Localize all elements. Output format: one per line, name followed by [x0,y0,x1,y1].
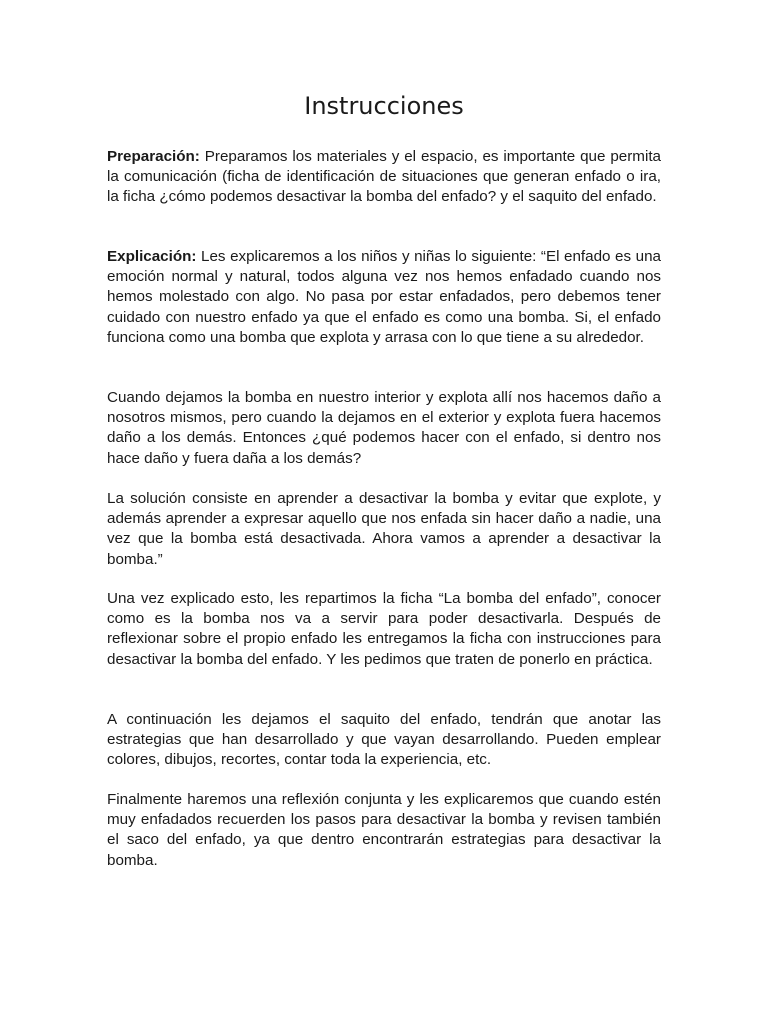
paragraph-text: Les explicaremos a los niños y niñas lo siguiente: “El enfado es una emoción normal y natural, todos alguna vez nos hemos enfadado cuando nos hemos molestado con algo. No pasa por estar enfadados, pero debemos tener cuidado con nuestro enfado ya que el enfado es como una bomba. Si, el enfado funciona como una bomba que explota y arrasa con lo que tiene a su alrededor. [107,248,661,346]
paragraph-preparacion [107,147,661,208]
paragraph-body: A continuación les dejamos el saquito del enfado, tendrán que anotar las estrategias que han desarrollado y que vayan desarrollando. Pueden emplear colores, dibujos, recortes, contar toda la experiencia, etc. [107,711,661,769]
paragraph-body: Cuando dejamos la bomba en nuestro interior y explota allí nos hacemos daño a nosotros mismos, pero cuando la dejamos en el exterior y explota fuera hacemos daño a los demás. Entonces ¿qué podemos hacer con el enfado, si dentro nos hace daño y fuera daña a los demás? [107,389,661,467]
page-title: Instrucciones [304,92,464,120]
paragraph-lead: Preparación: [107,148,200,165]
paragraph-explicacion [107,247,661,348]
paragraph-body: Finalmente haremos una reflexión conjunta y les explicaremos que cuando estén muy enfadados recuerden los pasos para desactivar la bomba y revisen también el saco del enfado, ya que dentro encontrarán estrategias para desactivar la bomba. [107,791,661,869]
paragraph-text: Preparamos los materiales y el espacio, es importante que permita la comunicación (ficha de identificación de situaciones que generan enfado o ira, la ficha ¿cómo podemos desactivar la bomba del enfado? y el saquito del enfado. [107,148,661,206]
paragraph-body: Una vez explicado esto, les repartimos la ficha “La bomba del enfado”, conocer como es la bomba nos va a servir para poder desactivarla. Después de reflexionar sobre el propio enfado les entregamos la ficha con instrucciones para desactivar la bomba del enfado. Y les pedimos que traten de ponerlo en práctica. [107,590,661,668]
paragraph-lead: Explicación: [107,248,197,265]
paragraph-body: La solución consiste en aprender a desactivar la bomba y evitar que explote, y además aprender a expresar aquello que nos enfada sin hacer daño a nadie, una vez que la bomba está desactivada. Ahora vamos a aprender a desactivar la bomba.” [107,490,661,568]
